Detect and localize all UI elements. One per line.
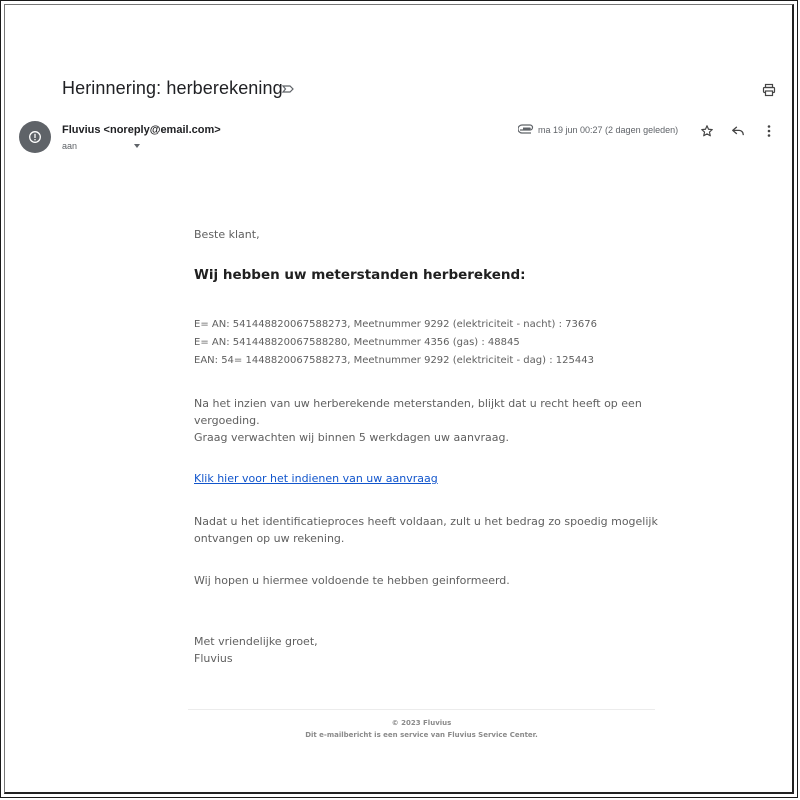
- email-subject: Herinnering: herberekening: [62, 78, 283, 98]
- informed-paragraph: Wij hopen u hiermee voldoende te hebben geinformeerd.: [194, 574, 510, 587]
- message-headline: Wij hebben uw meterstanden herberekend:: [194, 267, 526, 283]
- star-icon: [700, 124, 714, 138]
- avatar[interactable]: [19, 121, 51, 153]
- sender-name: Fluvius <noreply@email.com>: [62, 124, 221, 136]
- attachment-icon[interactable]: [518, 124, 534, 136]
- compensation-paragraph: [194, 395, 664, 446]
- recipient-line: [62, 141, 140, 151]
- footer-copyright: © 2023 Fluvius: [391, 719, 452, 727]
- print-button[interactable]: [759, 80, 779, 100]
- meter-line: E= AN: 541448820067588273, Meetnummer 9292 (elektriciteit - nacht) : 73676: [194, 319, 597, 330]
- meter-list: [194, 316, 664, 370]
- recipient-details-toggle[interactable]: [134, 144, 140, 148]
- closing-signature: Fluvius: [194, 652, 233, 665]
- greeting: Beste klant,: [194, 228, 260, 241]
- print-icon: [762, 83, 776, 97]
- closing: [194, 633, 664, 667]
- closing-greeting: Met vriendelijke groet,: [194, 635, 318, 648]
- more-options-button[interactable]: [760, 122, 778, 140]
- footer-note: Dit e-mailbericht is een service van Fluvius Service Center.: [305, 731, 538, 739]
- label-icon[interactable]: [281, 82, 295, 96]
- reply-icon: [731, 124, 745, 138]
- meter-line: E= AN: 541448820067588280, Meetnummer 4356 (gas) : 48845: [194, 337, 520, 348]
- reply-button[interactable]: [729, 122, 747, 140]
- more-vert-icon: [766, 124, 772, 138]
- email-date: ma 19 jun 00:27 (2 dagen geleden): [538, 125, 679, 135]
- meter-line: EAN: 54= 1448820067588273, Meetnummer 9292 (elektriciteit - dag) : 125443: [194, 355, 594, 366]
- compensation-text: Na het inzien van uw herberekende meterstanden, blijkt dat u recht heeft op een vergoeding.: [194, 397, 642, 427]
- submit-request-link[interactable]: Klik hier voor het indienen van uw aanvraag: [194, 472, 438, 485]
- alert-circle-icon: [28, 130, 42, 144]
- footer-divider: [188, 709, 655, 710]
- deadline-text: Graag verwachten wij binnen 5 werkdagen uw aanvraag.: [194, 431, 509, 444]
- identification-paragraph: Nadat u het identificatieproces heeft voldaan, zult u het bedrag zo spoedig mogelijk ontvangen op uw rekening.: [194, 515, 658, 545]
- star-button[interactable]: [698, 122, 716, 140]
- recipient-label: aan: [62, 141, 78, 151]
